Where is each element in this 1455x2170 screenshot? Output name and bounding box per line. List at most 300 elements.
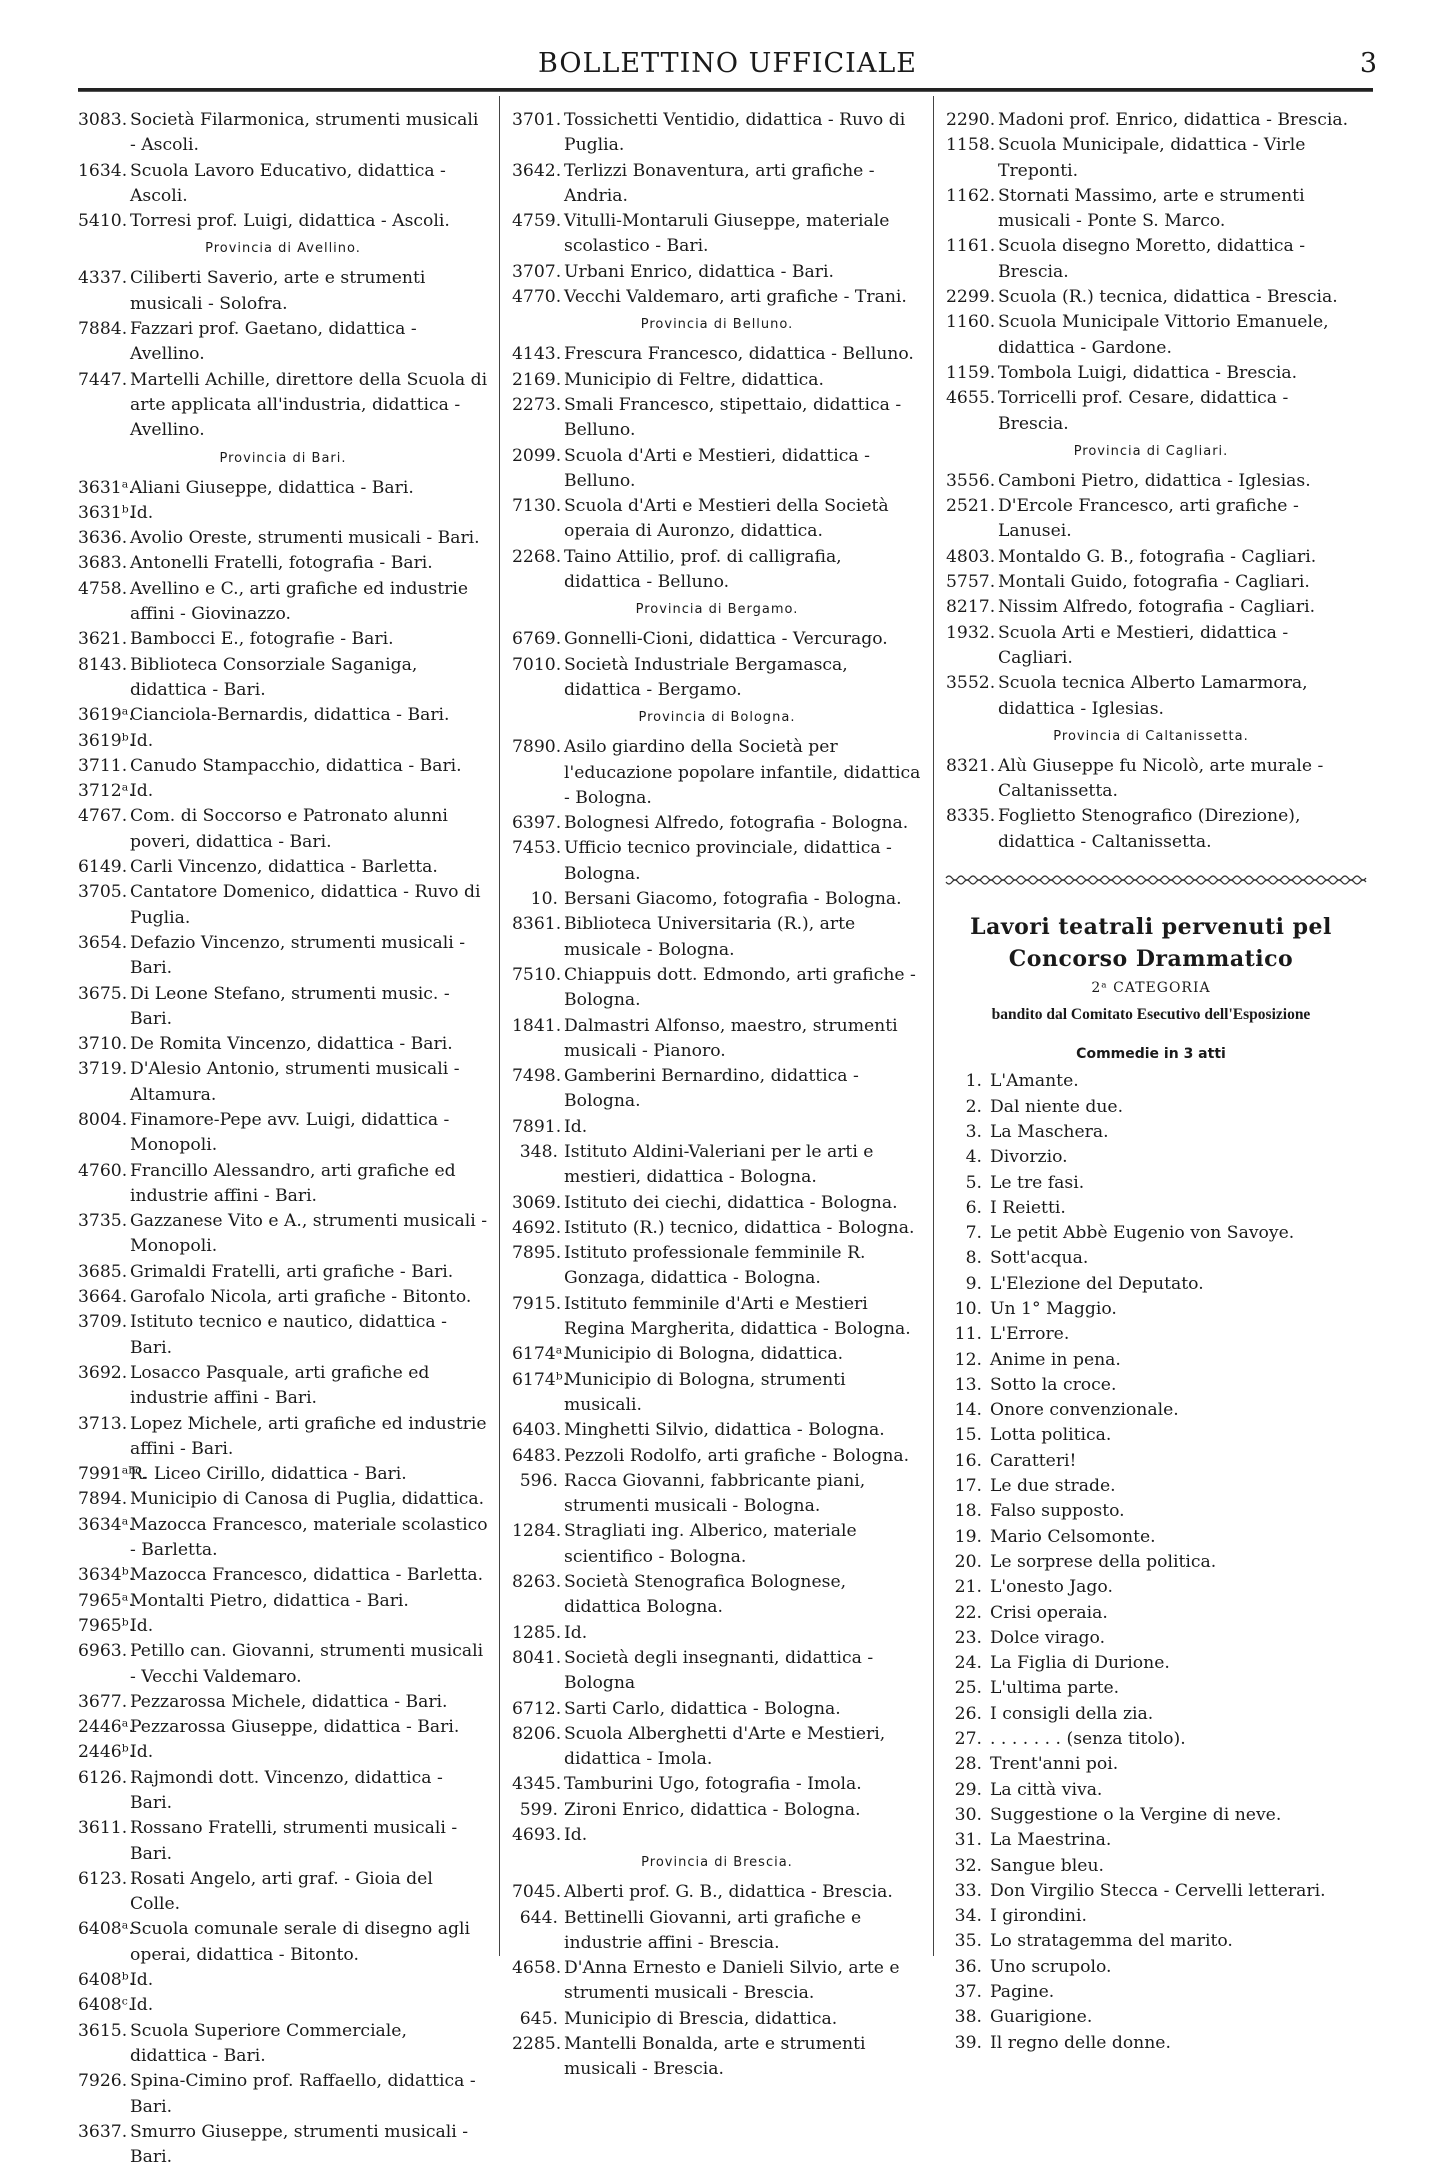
entry-number: 7453. xyxy=(512,838,562,859)
entry-text: Scuola d'Arti e Mestieri, didattica - Belluno. xyxy=(564,445,870,491)
entry-number: 7890. xyxy=(512,737,562,758)
entry-text: Francillo Alessandro, arti grafiche ed industrie affini - Bari. xyxy=(130,1160,456,1206)
entry-text: Chiappuis dott. Edmondo, arti grafiche - Bologna. xyxy=(564,964,916,1011)
play-number: 4. xyxy=(965,1147,982,1168)
play-item xyxy=(946,1069,1356,1094)
entry-text: Ciliberti Saverio, arte e strumenti musicali - Solofra. xyxy=(130,268,426,314)
exhibitor-entry xyxy=(512,2007,922,2032)
entry-text: Società Filarmonica, strumenti musicali - Ascoli. xyxy=(130,110,479,156)
play-title: Lotta politica. xyxy=(990,1425,1112,1446)
entry-number: 2446ᵃ. xyxy=(78,1717,134,1738)
entry-number: 1932. xyxy=(946,622,996,643)
exhibitor-entry xyxy=(946,285,1356,310)
play-item xyxy=(946,1778,1356,1803)
entry-number: 6403. xyxy=(512,1420,562,1441)
entry-number: 6769. xyxy=(512,629,562,650)
entry-number: 4143. xyxy=(512,344,562,365)
entry-text: Foglietto Stenografico (Direzione), didattica - Caltanissetta. xyxy=(998,806,1301,852)
entry-number: 3615. xyxy=(78,2020,128,2041)
entry-number: 7891. xyxy=(512,1116,562,1137)
entry-number: 1284. xyxy=(512,1521,562,1542)
play-item xyxy=(946,1398,1356,1423)
entry-number: 596. xyxy=(519,1470,558,1491)
entry-number: 6483. xyxy=(512,1445,562,1466)
exhibitor-entry xyxy=(946,595,1356,620)
exhibitor-entry xyxy=(78,1563,488,1588)
entry-text: Avellino e C., arti grafiche ed industrie affini - Giovinazzo. xyxy=(130,578,469,625)
province-heading: Provincia di Belluno. xyxy=(640,317,794,333)
exhibitor-entry xyxy=(78,1513,488,1564)
exhibitor-entry xyxy=(946,621,1356,672)
play-number: 18. xyxy=(954,1501,982,1522)
exhibitor-entry xyxy=(512,963,922,1014)
play-item xyxy=(946,1550,1356,1575)
play-number: 29. xyxy=(954,1779,982,1800)
exhibitor-entry xyxy=(78,855,488,880)
exhibitor-entry xyxy=(946,234,1356,285)
entry-text: Camboni Pietro, didattica - Iglesias. xyxy=(998,470,1311,491)
entry-text: Istituto (R.) tecnico, didattica - Bologna. xyxy=(564,1217,915,1238)
exhibitor-entry xyxy=(78,2120,488,2170)
entry-text: Torresi prof. Luigi, didattica - Ascoli. xyxy=(130,211,450,232)
entry-text: Istituto dei ciechi, didattica - Bologna. xyxy=(564,1192,898,1213)
entry-text: Id. xyxy=(564,1116,588,1137)
entry-text: Minghetti Silvio, didattica - Bologna. xyxy=(564,1420,885,1441)
entry-text: Madoni prof. Enrico, didattica - Brescia. xyxy=(998,110,1349,130)
entry-text: Scuola tecnica Alberto Lamarmora, didattica - Iglesias. xyxy=(998,673,1308,719)
entry-number: 7926. xyxy=(78,2071,128,2092)
entry-number: 1634. xyxy=(78,160,128,181)
exhibitor-entry xyxy=(78,1740,488,1765)
exhibitor-entry xyxy=(512,1519,922,1570)
exhibitor-entry xyxy=(512,368,922,393)
theatre-section-title: Lavori teatrali pervenuti pel Concorso Drammatico xyxy=(970,914,1332,973)
play-number: 17. xyxy=(954,1476,982,1497)
exhibitor-entry xyxy=(78,159,488,210)
exhibitor-list xyxy=(946,108,1356,855)
exhibitor-entry xyxy=(946,804,1356,855)
entry-text: Stragliati ing. Alberico, materiale scientifico - Bologna. xyxy=(564,1521,857,1567)
play-title: Le due strade. xyxy=(990,1476,1116,1497)
exhibitor-entry xyxy=(512,1444,922,1469)
play-number: 24. xyxy=(954,1653,982,1674)
play-number: 14. xyxy=(954,1400,982,1421)
exhibitor-entry xyxy=(78,729,488,754)
play-title: Suggestione o la Vergine di neve. xyxy=(990,1804,1282,1825)
plays-list xyxy=(946,1069,1356,2056)
entry-number: 7965ᵇ. xyxy=(78,1615,135,1636)
entry-text: Scuola comunale serale di disegno agli operai, didattica - Bitonto. xyxy=(130,1919,470,1965)
entry-number: 7895. xyxy=(512,1243,562,1264)
play-title: La Maschera. xyxy=(990,1121,1109,1142)
exhibitor-entry xyxy=(512,209,922,260)
entry-number: 7447. xyxy=(78,369,128,390)
exhibitor-entry xyxy=(512,1823,922,1848)
entry-number: 8321. xyxy=(946,755,996,776)
play-number: 16. xyxy=(954,1450,982,1471)
play-title: I consigli della zia. xyxy=(990,1703,1154,1724)
entry-number: 4770. xyxy=(512,287,562,308)
entry-text: Mazocca Francesco, didattica - Barletta. xyxy=(130,1565,484,1586)
exhibitor-entry xyxy=(78,526,488,551)
exhibitor-entry xyxy=(512,159,922,210)
play-number: 26. xyxy=(954,1703,982,1724)
entry-number: 1160. xyxy=(946,312,996,333)
entry-number: 5757. xyxy=(946,572,996,593)
play-title: Crisi operaia. xyxy=(990,1602,1108,1623)
entry-text: Tamburini Ugo, fotografia - Imola. xyxy=(564,1774,862,1795)
entry-number: 3631ᵇ. xyxy=(78,502,135,523)
exhibitor-entry xyxy=(78,1310,488,1361)
entry-number: 7045. xyxy=(512,1882,562,1903)
entry-number: 3619ᵇ. xyxy=(78,730,135,751)
entry-number: 4693. xyxy=(512,1825,562,1845)
entry-text: Municipio di Feltre, didattica. xyxy=(564,369,824,390)
entry-number: 1162. xyxy=(946,185,996,206)
exhibitor-entry xyxy=(512,1798,922,1823)
entry-number: 4345. xyxy=(512,1774,562,1795)
play-title: La Figlia di Durione. xyxy=(990,1653,1170,1674)
exhibitor-entry xyxy=(512,444,922,495)
entry-text: Carli Vincenzo, didattica - Barletta. xyxy=(130,857,438,878)
entry-number: 3710. xyxy=(78,1034,128,1055)
exhibitor-entry xyxy=(512,1418,922,1443)
play-item xyxy=(946,1272,1356,1297)
entry-number: 3619ᵃ. xyxy=(78,705,134,726)
play-number: 39. xyxy=(954,2032,982,2053)
entry-number: 2268. xyxy=(512,546,562,567)
entry-number: 8143. xyxy=(78,654,128,675)
entry-text: Montali Guido, fotografia - Cagliari. xyxy=(998,572,1310,593)
play-item xyxy=(946,2031,1356,2056)
play-item xyxy=(946,1322,1356,1347)
exhibitor-entry xyxy=(512,1292,922,1343)
exhibitor-entry xyxy=(946,310,1356,361)
entry-text: Grimaldi Fratelli, arti grafiche - Bari. xyxy=(130,1261,454,1282)
entry-number: 6149. xyxy=(78,857,128,878)
entry-text: D'Alesio Antonio, strumenti musicali - Altamura. xyxy=(130,1059,460,1105)
play-number: 27. xyxy=(954,1729,982,1750)
entry-text: Sarti Carlo, didattica - Bologna. xyxy=(564,1698,841,1719)
exhibitor-entry xyxy=(512,1368,922,1419)
entry-number: 6408ᵃ. xyxy=(78,1919,134,1940)
entry-number: 8263. xyxy=(512,1572,562,1593)
exhibitor-entry xyxy=(78,1487,488,1512)
play-number: 10. xyxy=(954,1298,982,1319)
play-title: Sangue bleu. xyxy=(990,1855,1105,1876)
play-item xyxy=(946,1145,1356,1170)
play-number: 25. xyxy=(954,1678,982,1699)
entry-number: 3735. xyxy=(78,1211,128,1232)
entry-number: 8041. xyxy=(512,1647,562,1668)
entry-text: Montaldo G. B., fotografia - Cagliari. xyxy=(998,546,1317,567)
header-rule xyxy=(78,88,1373,92)
play-number: 37. xyxy=(954,1982,982,2002)
play-number: 28. xyxy=(954,1754,982,1775)
exhibitor-entry xyxy=(946,494,1356,545)
entry-text: Stornati Massimo, arte e strumenti musicali - Ponte S. Marco. xyxy=(998,185,1305,232)
entry-number: 2273. xyxy=(512,394,562,415)
entry-text: Garofalo Nicola, arti grafiche - Bitonto. xyxy=(130,1287,472,1308)
entry-number: 3685. xyxy=(78,1261,128,1282)
exhibitor-entry xyxy=(78,1285,488,1310)
play-number: 9. xyxy=(965,1273,982,1294)
entry-number: 7130. xyxy=(512,496,562,517)
province-heading: Provincia di Bari. xyxy=(219,450,347,466)
exhibitor-entry xyxy=(78,754,488,779)
play-title: Dolce virago. xyxy=(990,1627,1106,1648)
bulletin-title: BOLLETTINO UFFICIALE xyxy=(538,48,917,79)
exhibitor-entry xyxy=(512,735,922,811)
exhibitor-entry xyxy=(512,285,922,310)
entry-text: Istituto femminile d'Arti e Mestieri Regina Margherita, didattica - Bologna. xyxy=(564,1293,911,1340)
exhibitor-entry xyxy=(512,1216,922,1241)
entry-number: 3701. xyxy=(512,110,562,130)
play-item xyxy=(946,2005,1356,2030)
entry-text: Urbani Enrico, didattica - Bari. xyxy=(564,261,834,282)
exhibitor-entry xyxy=(78,2069,488,2120)
entry-text: Frescura Francesco, didattica - Belluno. xyxy=(564,344,914,365)
plays-heading: Commedie in 3 atti xyxy=(1076,1046,1226,1063)
entry-number: 10. xyxy=(530,889,558,910)
entry-text: Martelli Achille, direttore della Scuola di arte applicata all'industria, didattica - Avellino. xyxy=(130,369,488,441)
play-title: Divorzio. xyxy=(990,1147,1068,1168)
entry-number: 3677. xyxy=(78,1691,128,1712)
play-title: Le tre fasi. xyxy=(990,1172,1085,1193)
play-item xyxy=(946,1651,1356,1676)
exhibitor-entry xyxy=(78,703,488,728)
play-item xyxy=(946,1854,1356,1879)
entry-text: Defazio Vincenzo, strumenti musicali - Bari. xyxy=(130,932,466,979)
play-item xyxy=(946,1499,1356,1524)
entry-text: Cantatore Domenico, didattica - Ruvo di Puglia. xyxy=(130,882,481,928)
play-number: 1. xyxy=(965,1071,982,1092)
page-header xyxy=(78,40,1377,90)
entry-number: 7884. xyxy=(78,319,128,340)
entry-number: 3636. xyxy=(78,528,128,549)
entry-text: Pezzarossa Michele, didattica - Bari. xyxy=(130,1691,448,1712)
exhibitor-entry xyxy=(78,476,488,501)
play-title: Il regno delle donne. xyxy=(990,2032,1171,2053)
entry-number: 4655. xyxy=(946,388,996,409)
exhibitor-entry xyxy=(78,804,488,855)
entry-number: 7915. xyxy=(512,1293,562,1314)
entry-text: Canudo Stampacchio, didattica - Bari. xyxy=(130,755,462,776)
play-title: Le petit Abbè Eugenio von Savoye. xyxy=(990,1223,1295,1244)
exhibitor-entry xyxy=(78,1690,488,1715)
entry-number: 2521. xyxy=(946,496,996,517)
entry-text: Id. xyxy=(130,1970,154,1991)
entry-number: 7498. xyxy=(512,1066,562,1087)
exhibitor-entry xyxy=(512,1014,922,1065)
play-title: Falso supposto. xyxy=(990,1501,1125,1522)
entry-text: Scuola disegno Moretto, didattica - Brescia. xyxy=(998,236,1306,282)
province-heading: Provincia di Brescia. xyxy=(641,1855,793,1871)
entry-text: R. Liceo Cirillo, didattica - Bari. xyxy=(130,1464,407,1485)
entry-number: 6174ᵃ. xyxy=(512,1344,568,1365)
play-title: Anime in pena. xyxy=(990,1349,1121,1370)
entry-text: Terlizzi Bonaventura, arti grafiche - Andria. xyxy=(564,160,875,206)
exhibitor-entry xyxy=(78,1639,488,1690)
entry-text: Losacco Pasquale, arti grafiche ed industrie affini - Bari. xyxy=(130,1362,430,1409)
play-title: L'ultima parte. xyxy=(990,1678,1120,1699)
entry-text: Com. di Soccorso e Patronato alunni poveri, didattica - Bari. xyxy=(130,806,448,852)
play-number: 6. xyxy=(965,1197,982,1218)
play-item xyxy=(946,1626,1356,1651)
entry-text: Gazzanese Vito e A., strumenti musicali - Monopoli. xyxy=(130,1211,488,1257)
entry-number: 2446ᵇ. xyxy=(78,1742,135,1763)
entry-number: 7510. xyxy=(512,964,562,985)
play-title: Le sorprese della politica. xyxy=(990,1551,1217,1572)
exhibitor-entry xyxy=(512,1140,922,1191)
entry-number: 3719. xyxy=(78,1059,128,1080)
entry-text: Scuola (R.) tecnica, didattica - Brescia. xyxy=(998,287,1338,308)
entry-text: Tossichetti Ventidio, didattica - Ruvo di Puglia. xyxy=(564,110,906,156)
play-item xyxy=(946,1373,1356,1398)
exhibitor-entry xyxy=(78,880,488,931)
entry-text: Racca Giovanni, fabbricante piani, strumenti musicali - Bologna. xyxy=(564,1470,866,1517)
entry-number: 6126. xyxy=(78,1767,128,1788)
entry-text: Biblioteca Universitaria (R.), arte musicale - Bologna. xyxy=(564,914,856,960)
exhibitor-entry xyxy=(512,887,922,912)
entry-text: Municipio di Canosa di Puglia, didattica. xyxy=(130,1489,485,1510)
entry-number: 1285. xyxy=(512,1622,562,1643)
exhibitor-entry xyxy=(512,494,922,545)
entry-text: Smali Francesco, stipettaio, didattica - Belluno. xyxy=(564,394,902,441)
exhibitor-entry xyxy=(78,1715,488,1740)
exhibitor-entry xyxy=(78,1816,488,1867)
entry-number: 3552. xyxy=(946,673,996,694)
entry-text: Torricelli prof. Cesare, didattica - Brescia. xyxy=(998,388,1289,434)
entry-text: Mazocca Francesco, materiale scolastico - Barletta. xyxy=(130,1514,488,1561)
play-item xyxy=(946,1929,1356,1954)
entry-text: Scuola Superiore Commerciale, didattica - Bari. xyxy=(130,2020,407,2066)
entry-number: 4337. xyxy=(78,268,128,289)
column-3 xyxy=(946,108,1356,2056)
entry-number: 4758. xyxy=(78,578,128,599)
entry-number: 7894. xyxy=(78,1489,128,1510)
play-number: 15. xyxy=(954,1425,982,1446)
entry-number: 3069. xyxy=(512,1192,562,1213)
exhibitor-entry xyxy=(946,361,1356,386)
entry-number: 4767. xyxy=(78,806,128,827)
entry-text: Istituto professionale femminile R. Gonzaga, didattica - Bologna. xyxy=(564,1243,866,1289)
exhibitor-entry xyxy=(512,1722,922,1773)
exhibitor-entry xyxy=(512,1697,922,1722)
entry-number: 2290. xyxy=(946,110,996,130)
exhibitor-entry xyxy=(512,1191,922,1216)
play-item xyxy=(946,1196,1356,1221)
entry-text: Scuola Alberghetti d'Arte e Mestieri, didattica - Imola. xyxy=(564,1723,886,1770)
play-number: 12. xyxy=(954,1349,982,1370)
entry-text: Id. xyxy=(130,502,154,523)
exhibitor-entry xyxy=(512,1906,922,1957)
entry-text: Petillo can. Giovanni, strumenti musicali - Vecchi Valdemaro. xyxy=(130,1641,484,1687)
entry-number: 8206. xyxy=(512,1723,562,1744)
entry-number: 2099. xyxy=(512,445,562,466)
play-item xyxy=(946,1221,1356,1246)
exhibitor-entry xyxy=(78,577,488,628)
entry-number: 3621. xyxy=(78,629,128,650)
entry-text: Vitulli-Montaruli Giuseppe, materiale scolastico - Bari. xyxy=(564,211,890,257)
entry-text: Municipio di Bologna, strumenti musicali. xyxy=(564,1369,846,1415)
entry-text: Bambocci E., fotografie - Bari. xyxy=(130,629,394,650)
play-number: 13. xyxy=(954,1374,982,1395)
exhibitor-entry xyxy=(78,1260,488,1285)
play-title: Caratteri! xyxy=(990,1450,1077,1471)
play-title: L'Amante. xyxy=(990,1071,1079,1092)
entry-text: Scuola Municipale Vittorio Emanuele, didattica - Gardone. xyxy=(998,312,1329,358)
exhibitor-entry xyxy=(512,627,922,652)
play-title: I Reietti. xyxy=(990,1197,1066,1218)
entry-text: Avolio Oreste, strumenti musicali - Bari. xyxy=(130,528,480,549)
entry-text: Rajmondi dott. Vincenzo, didattica - Bari. xyxy=(130,1767,443,1813)
exhibitor-entry xyxy=(512,1621,922,1646)
play-item xyxy=(946,1828,1356,1853)
play-number: 35. xyxy=(954,1931,982,1952)
play-number: 23. xyxy=(954,1627,982,1648)
exhibitor-entry xyxy=(946,184,1356,235)
entry-text: Società Stenografica Bolognese, didattica Bologna. xyxy=(564,1572,847,1618)
exhibitor-entry xyxy=(512,1956,922,2007)
entry-number: 4803. xyxy=(946,546,996,567)
province-heading: Provincia di Bologna. xyxy=(638,710,796,726)
entry-number: 4760. xyxy=(78,1160,128,1181)
entry-text: Istituto tecnico e nautico, didattica - Bari. xyxy=(130,1312,447,1358)
play-number: 34. xyxy=(954,1906,982,1927)
exhibitor-entry xyxy=(78,1108,488,1159)
exhibitor-entry xyxy=(512,1064,922,1115)
entry-number: 3556. xyxy=(946,470,996,491)
entry-number: 7991ᵃᵇᶜ. xyxy=(78,1464,147,1485)
entry-number: 2299. xyxy=(946,287,996,308)
entry-number: 8335. xyxy=(946,806,996,827)
play-number: 31. xyxy=(954,1830,982,1851)
exhibitor-entry xyxy=(512,260,922,285)
entry-number: 4759. xyxy=(512,211,562,232)
exhibitor-entry xyxy=(78,627,488,652)
exhibitor-entry xyxy=(512,811,922,836)
wavy-separator xyxy=(946,873,1356,887)
play-item xyxy=(946,1955,1356,1980)
play-number: 7. xyxy=(965,1223,982,1244)
entry-text: Vecchi Valdemaro, arti grafiche - Trani. xyxy=(564,287,907,308)
exhibitor-entry xyxy=(78,931,488,982)
play-item xyxy=(946,1752,1356,1777)
exhibitor-entry xyxy=(78,1361,488,1412)
exhibitor-entry xyxy=(78,1968,488,1993)
entry-number: 2285. xyxy=(512,2034,562,2055)
play-item xyxy=(946,1423,1356,1448)
entry-text: Società degli insegnanti, didattica - Bologna xyxy=(564,1647,874,1694)
exhibitor-entry xyxy=(946,469,1356,494)
entry-number: 1161. xyxy=(946,236,996,257)
play-title: I girondini. xyxy=(990,1906,1087,1927)
exhibitor-entry xyxy=(78,1993,488,2018)
province-heading: Provincia di Cagliari. xyxy=(1073,443,1229,459)
entry-text: Municipio di Bologna, didattica. xyxy=(564,1344,844,1365)
entry-text: Id. xyxy=(564,1622,588,1643)
entry-text: Società Industriale Bergamasca, didattica - Bergamo. xyxy=(564,654,848,700)
entry-number: 4692. xyxy=(512,1217,562,1238)
entry-text: Scuola Arti e Mestieri, didattica - Cagliari. xyxy=(998,622,1289,668)
entry-text: Alù Giuseppe fu Nicolò, arte murale - Caltanissetta. xyxy=(998,755,1324,802)
entry-text: Scuola Municipale, didattica - Virle Treponti. xyxy=(998,135,1306,181)
play-item xyxy=(946,1803,1356,1828)
entry-text: D'Ercole Francesco, arti grafiche - Lanusei. xyxy=(998,496,1299,542)
exhibitor-entry xyxy=(78,1462,488,1487)
play-item xyxy=(946,1297,1356,1322)
